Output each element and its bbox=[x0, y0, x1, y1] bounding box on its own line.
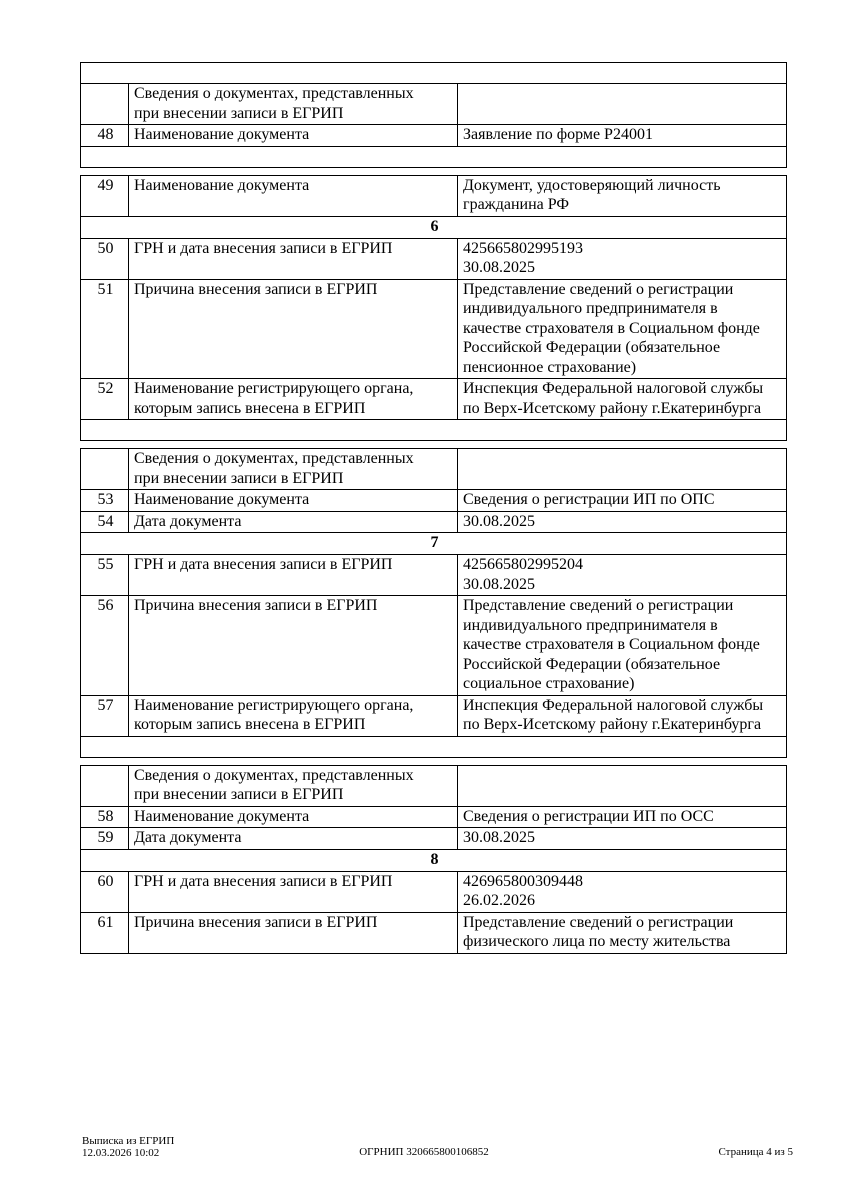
record-row bbox=[81, 871, 787, 912]
row-label-cell bbox=[129, 490, 458, 512]
record-row bbox=[81, 828, 787, 850]
row-value-line: 30.08.2025 bbox=[463, 575, 535, 593]
row-value-cell bbox=[458, 238, 787, 279]
record-row bbox=[81, 379, 787, 420]
row-label-cell bbox=[129, 871, 458, 912]
row-value-line: качестве страхователя в Социальном фонде bbox=[463, 319, 760, 337]
row-label-cell bbox=[129, 379, 458, 420]
footer-doc-type: Выписка из ЕГРИП bbox=[82, 1135, 175, 1147]
empty-cell bbox=[81, 736, 787, 757]
row-label-line: Дата документа bbox=[134, 829, 242, 846]
section-row bbox=[81, 849, 787, 871]
row-value-cell bbox=[458, 84, 787, 125]
row-value-line: качестве страхователя в Социальном фонде bbox=[463, 636, 760, 653]
row-value-line: индивидуального предпринимателя в bbox=[463, 300, 718, 317]
row-label-cell bbox=[129, 175, 458, 216]
row-label-line: ГРН и дата внесения записи в ЕГРИП bbox=[134, 872, 393, 890]
row-value-cell bbox=[458, 490, 787, 512]
group-header-row bbox=[81, 765, 787, 806]
group-header-label-line: при внесении записи в ЕГРИП bbox=[134, 104, 344, 122]
row-label-line: Наименование документа bbox=[134, 176, 310, 194]
row-number-cell: 58 bbox=[81, 806, 129, 828]
record-row bbox=[81, 912, 787, 953]
row-value-line: 425665802995204 bbox=[463, 556, 583, 573]
row-label-cell bbox=[129, 125, 458, 147]
row-number-cell: 49 bbox=[81, 175, 129, 216]
row-value-line: Сведения о регистрации ИП по ОПС bbox=[463, 491, 715, 508]
row-label-cell bbox=[129, 238, 458, 279]
record-table bbox=[80, 448, 787, 758]
row-number-cell bbox=[81, 449, 129, 490]
row-value-cell bbox=[458, 449, 787, 490]
row-value-line: Представление сведений о регистрации bbox=[463, 597, 734, 614]
row-number-cell: 60 bbox=[81, 871, 129, 912]
group-header-label-cell bbox=[129, 765, 458, 806]
row-value-line: пенсионное страхование) bbox=[463, 358, 637, 376]
row-label-line: ГРН и дата внесения записи в ЕГРИП bbox=[134, 239, 393, 257]
row-value-cell bbox=[458, 511, 787, 533]
empty-row bbox=[81, 736, 787, 757]
section-row bbox=[81, 533, 787, 555]
empty-row bbox=[81, 420, 787, 441]
row-value-cell bbox=[458, 765, 787, 806]
section-number: 7 bbox=[81, 533, 787, 555]
row-value-line: Документ, удостоверяющий личность bbox=[463, 176, 721, 194]
row-value-cell bbox=[458, 828, 787, 850]
empty-row bbox=[81, 146, 787, 167]
row-value-line: 30.08.2025 bbox=[463, 829, 535, 846]
record-table bbox=[80, 62, 787, 168]
row-number-cell: 48 bbox=[81, 125, 129, 147]
footer-page-number: Страница 4 из 5 bbox=[718, 1146, 793, 1158]
footer-ogrnip: ОГРНИП 320665800106852 bbox=[359, 1146, 489, 1158]
row-label-line: Наименование документа bbox=[134, 126, 310, 143]
row-number-cell: 56 bbox=[81, 596, 129, 696]
record-row bbox=[81, 490, 787, 512]
row-number-cell: 51 bbox=[81, 279, 129, 379]
group-header-label-line: Сведения о документах, представленных bbox=[134, 450, 414, 467]
empty-row bbox=[81, 63, 787, 84]
row-number-cell: 55 bbox=[81, 555, 129, 596]
row-label-cell bbox=[129, 596, 458, 696]
row-value-cell bbox=[458, 912, 787, 953]
row-number-cell: 61 bbox=[81, 912, 129, 953]
row-value-line: Сведения о регистрации ИП по ОСС bbox=[463, 807, 714, 825]
row-number-cell bbox=[81, 765, 129, 806]
record-row bbox=[81, 695, 787, 736]
row-number-cell: 50 bbox=[81, 238, 129, 279]
row-value-line: 26.02.2026 bbox=[463, 892, 535, 909]
row-number-cell: 52 bbox=[81, 379, 129, 420]
record-table bbox=[80, 175, 787, 442]
empty-cell bbox=[81, 420, 787, 441]
row-label-line: Причина внесения записи в ЕГРИП bbox=[134, 913, 378, 931]
row-value-cell bbox=[458, 279, 787, 379]
record-row bbox=[81, 511, 787, 533]
row-value-line: Представление сведений о регистрации bbox=[463, 913, 734, 931]
group-header-label-cell bbox=[129, 84, 458, 125]
section-number: 8 bbox=[81, 849, 787, 871]
row-value-line: Представление сведений о регистрации bbox=[463, 280, 734, 298]
row-label-line: которым запись внесена в ЕГРИП bbox=[134, 716, 366, 733]
row-value-line: 426965800309448 bbox=[463, 872, 583, 890]
row-value-line: по Верх-Исетскому району г.Екатеринбурга bbox=[463, 399, 762, 417]
row-number-cell: 54 bbox=[81, 511, 129, 533]
group-header-row bbox=[81, 84, 787, 125]
row-value-cell bbox=[458, 175, 787, 216]
group-header-row bbox=[81, 449, 787, 490]
row-value-line: социальное страхование) bbox=[463, 675, 635, 692]
row-value-line: 425665802995193 bbox=[463, 239, 583, 257]
group-header-label-cell bbox=[129, 449, 458, 490]
row-value-line: Инспекция Федеральной налоговой службы bbox=[463, 696, 764, 714]
record-row bbox=[81, 125, 787, 147]
row-label-cell bbox=[129, 279, 458, 379]
group-header-label-line: Сведения о документах, представленных bbox=[134, 766, 414, 784]
row-value-line: Российской Федерации (обязательное bbox=[463, 339, 721, 356]
section-number: 6 bbox=[81, 216, 787, 238]
row-label-cell bbox=[129, 912, 458, 953]
record-row bbox=[81, 279, 787, 379]
row-value-cell bbox=[458, 806, 787, 828]
row-label-line: которым запись внесена в ЕГРИП bbox=[134, 399, 366, 417]
row-value-cell bbox=[458, 695, 787, 736]
row-label-cell bbox=[129, 511, 458, 533]
row-label-line: Дата документа bbox=[134, 512, 242, 530]
row-number-cell: 53 bbox=[81, 490, 129, 512]
row-value-line: Заявление по форме Р24001 bbox=[463, 126, 653, 143]
row-value-cell bbox=[458, 379, 787, 420]
row-label-line: Причина внесения записи в ЕГРИП bbox=[134, 597, 378, 614]
row-label-cell bbox=[129, 695, 458, 736]
row-label-line: Причина внесения записи в ЕГРИП bbox=[134, 280, 378, 298]
empty-cell bbox=[81, 63, 787, 84]
row-label-line: ГРН и дата внесения записи в ЕГРИП bbox=[134, 556, 393, 573]
row-number-cell bbox=[81, 84, 129, 125]
row-value-line: гражданина РФ bbox=[463, 196, 570, 213]
row-value-cell bbox=[458, 555, 787, 596]
record-row bbox=[81, 555, 787, 596]
row-value-line: Российской Федерации (обязательное bbox=[463, 655, 721, 673]
row-value-cell bbox=[458, 596, 787, 696]
group-header-label-line: Сведения о документах, представленных bbox=[134, 85, 414, 102]
row-label-line: Наименование регистрирующего органа, bbox=[134, 696, 414, 714]
group-header-label-line: при внесении записи в ЕГРИП bbox=[134, 786, 344, 803]
row-value-line: физического лица по месту жительства bbox=[463, 933, 731, 950]
section-row bbox=[81, 216, 787, 238]
row-value-line: по Верх-Исетскому району г.Екатеринбурга bbox=[463, 716, 762, 733]
empty-cell bbox=[81, 146, 787, 167]
row-value-line: Инспекция Федеральной налоговой службы bbox=[463, 380, 764, 397]
row-number-cell: 59 bbox=[81, 828, 129, 850]
row-label-cell bbox=[129, 828, 458, 850]
footer-datetime: 12.03.2026 10:02 bbox=[82, 1147, 160, 1159]
record-row bbox=[81, 806, 787, 828]
row-value-line: 30.08.2025 bbox=[463, 512, 535, 530]
record-row bbox=[81, 175, 787, 216]
row-label-line: Наименование документа bbox=[134, 807, 310, 825]
row-value-cell bbox=[458, 125, 787, 147]
record-table bbox=[80, 765, 787, 954]
row-value-line: индивидуального предпринимателя в bbox=[463, 616, 718, 634]
record-row bbox=[81, 596, 787, 696]
row-label-line: Наименование регистрирующего органа, bbox=[134, 380, 414, 397]
row-label-line: Наименование документа bbox=[134, 491, 310, 508]
row-label-cell bbox=[129, 806, 458, 828]
row-number-cell: 57 bbox=[81, 695, 129, 736]
row-label-cell bbox=[129, 555, 458, 596]
row-value-cell bbox=[458, 871, 787, 912]
row-value-line: 30.08.2025 bbox=[463, 259, 535, 276]
document-body bbox=[80, 62, 787, 961]
group-header-label-line: при внесении записи в ЕГРИП bbox=[134, 469, 344, 487]
record-row bbox=[81, 238, 787, 279]
